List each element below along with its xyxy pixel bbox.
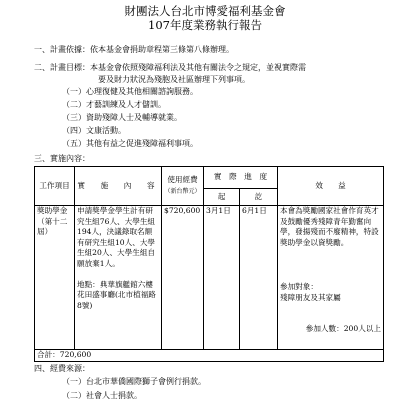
row-funding: $720,600 <box>162 206 204 350</box>
row-effect <box>278 206 384 350</box>
row-participants: 殘障朋友及其家屬 <box>280 292 341 302</box>
row-participants-label: 參加對象： <box>280 282 318 292</box>
goal-item: （五）其他有益之促進殘障福利事項。 <box>62 139 198 148</box>
execution-table <box>34 166 384 362</box>
header-effect: 效 益 <box>278 167 384 206</box>
row-participant-count: 參加人數：200人以上 <box>305 323 381 333</box>
row-content-text: 申請獎學金學生計有研究生組76人、大學生組194人，決議錄取名額有研究生組10人、大學生組20人、大學生組自願放棄1人。 <box>77 206 156 268</box>
header-item: 工作項目 <box>35 167 75 206</box>
header-start: 起 <box>204 189 240 206</box>
funding-source-item: （一）台北市華僑國際獅子會例行捐款。 <box>62 377 206 386</box>
section-content-heading: 三、實施內容： <box>34 154 90 163</box>
section-basis: 一、計畫依據：依本基金會捐助章程第三條第八條辦理。 <box>34 45 234 54</box>
header-progress: 實 際 進 度 <box>204 167 278 189</box>
header-funding-label: 使用經費 <box>167 174 198 184</box>
section-goal-line2: 要及財力狀況為殘胞及社區辦理下列事項。 <box>98 75 250 84</box>
goal-item: （三）資助殘障人士及輔導就業。 <box>62 113 182 122</box>
row-start: 3月1日 <box>204 206 240 350</box>
goal-item: （一）心理復健及其他相關諮詢服務。 <box>62 87 198 96</box>
report-title-org: 財團法人台北市博愛福利基金會 <box>124 4 286 18</box>
goal-item: （二）才藝訓練及人才儲訓。 <box>62 100 166 109</box>
row-end: 6月1日 <box>240 206 278 350</box>
row-location: 地點：典華旗艦館六樓花田盛事廳(北市植福路8號) <box>77 279 156 310</box>
row-content <box>75 206 162 350</box>
goal-item: （四）文康活動。 <box>62 126 126 135</box>
table-row <box>35 206 384 350</box>
header-funding-unit: （新台幣元） <box>164 187 201 195</box>
header-end: 訖 <box>240 189 278 206</box>
total-row: 合計：720,600 <box>35 350 384 362</box>
row-effect-text: 本會為獎勵國家社會作育英才及鼓勵優秀殘障青年勤奮向學，發揚殘而不廢精神，特設獎助學金以資獎勵。 <box>280 206 379 247</box>
header-content: 實 施 內 容 <box>75 167 162 206</box>
row-item: 獎助學金 （第十二屆） <box>35 206 75 350</box>
report-title-year: 107年度業務執行報告 <box>148 18 262 32</box>
section-funding-source: 四、經費來源： <box>34 364 90 373</box>
header-funding <box>162 167 204 206</box>
section-goal-line1: 二、計畫目標：本基金會依照殘障福利法及其他有關法令之規定，並視實際需 <box>34 63 306 72</box>
funding-source-item: （二）社會人士捐款。 <box>62 391 142 400</box>
